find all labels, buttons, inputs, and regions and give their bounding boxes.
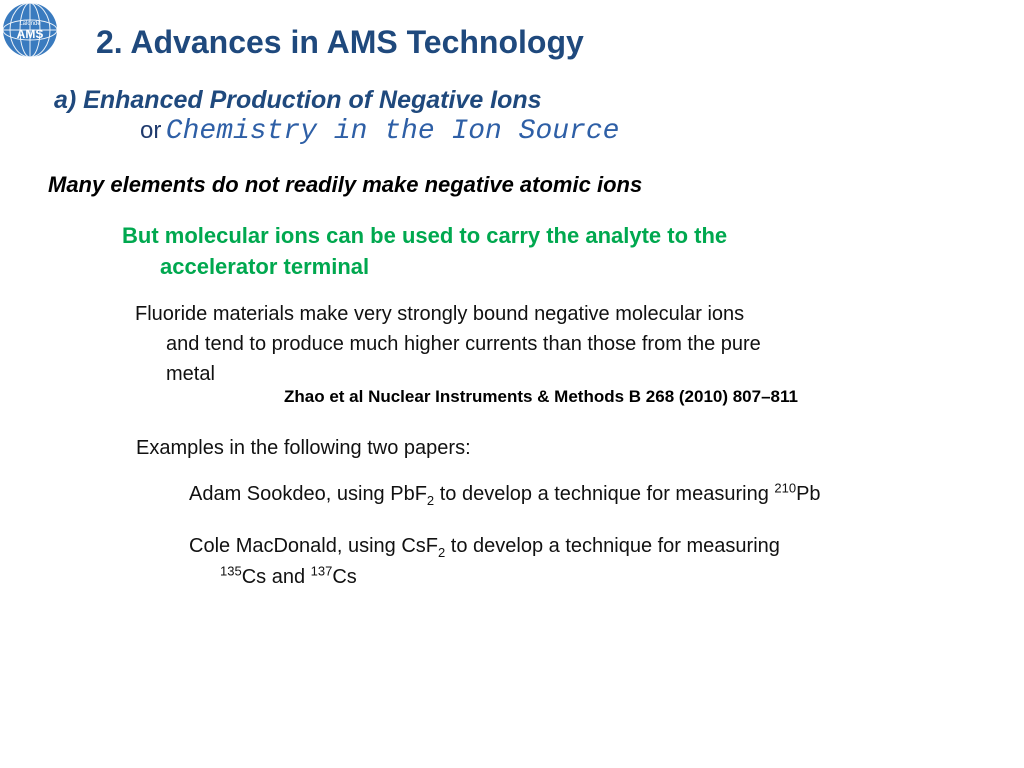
paper-sookdeo (189, 480, 821, 508)
paper2-middle: to develop a technique for measuring (445, 535, 780, 557)
point-negative-atomic-ions: Many elements do not readily make negative atomic ions (48, 172, 643, 197)
point-molecular-ions (122, 220, 942, 282)
paper2-isotope2-mass: 137 (310, 563, 333, 579)
chemistry-phrase: Chemistry in the Ion Source (165, 116, 620, 147)
paper1-isotope-symbol: Pb (796, 483, 821, 505)
logo-main-text: AMS (16, 27, 44, 41)
molecular-line-1: But molecular ions can be used to carry the analyte to the (122, 223, 728, 248)
paper2-isotope1-mass: 135 (220, 563, 242, 579)
point-fluoride-materials (135, 299, 945, 389)
paper2-author: Cole MacDonald, using CsF (189, 535, 438, 557)
paper2-line-2 (189, 562, 780, 593)
paper2-isotope1-symbol: Cs (241, 566, 267, 588)
paper2-formula-subscript: 2 (438, 545, 446, 560)
paper1-isotope-mass: 210 (774, 480, 797, 496)
paper2-line-1 (189, 531, 780, 562)
lalonde-ams-logo (2, 2, 58, 58)
citation-reference: Zhao et al Nuclear Instruments & Methods B 268 (2010) 807–811 (284, 387, 798, 406)
paper1-formula-subscript: 2 (426, 493, 435, 508)
fluoride-line-1: Fluoride materials make very strongly bound negative molecular ions (135, 303, 745, 325)
paper-macdonald (189, 531, 780, 593)
alternate-title (140, 113, 619, 152)
section-subtitle: a) Enhanced Production of Negative Ions (54, 86, 542, 114)
slide-title: 2. Advances in AMS Technology (96, 24, 584, 60)
examples-intro: Examples in the following two papers: (136, 437, 471, 459)
paper1-middle: to develop a technique for measuring (434, 483, 775, 505)
molecular-line-2: accelerator terminal (160, 254, 370, 279)
paper1-author: Adam Sookdeo, using PbF (189, 483, 427, 505)
fluoride-line-2: and tend to produce much higher currents than those from the pure (166, 333, 761, 355)
or-word: or (140, 117, 162, 144)
logo-top-text: Lalonde (19, 21, 41, 27)
paper2-joiner: and (266, 566, 311, 588)
paper2-isotope2-symbol: Cs (332, 566, 357, 588)
fluoride-line-3: metal (166, 363, 215, 385)
